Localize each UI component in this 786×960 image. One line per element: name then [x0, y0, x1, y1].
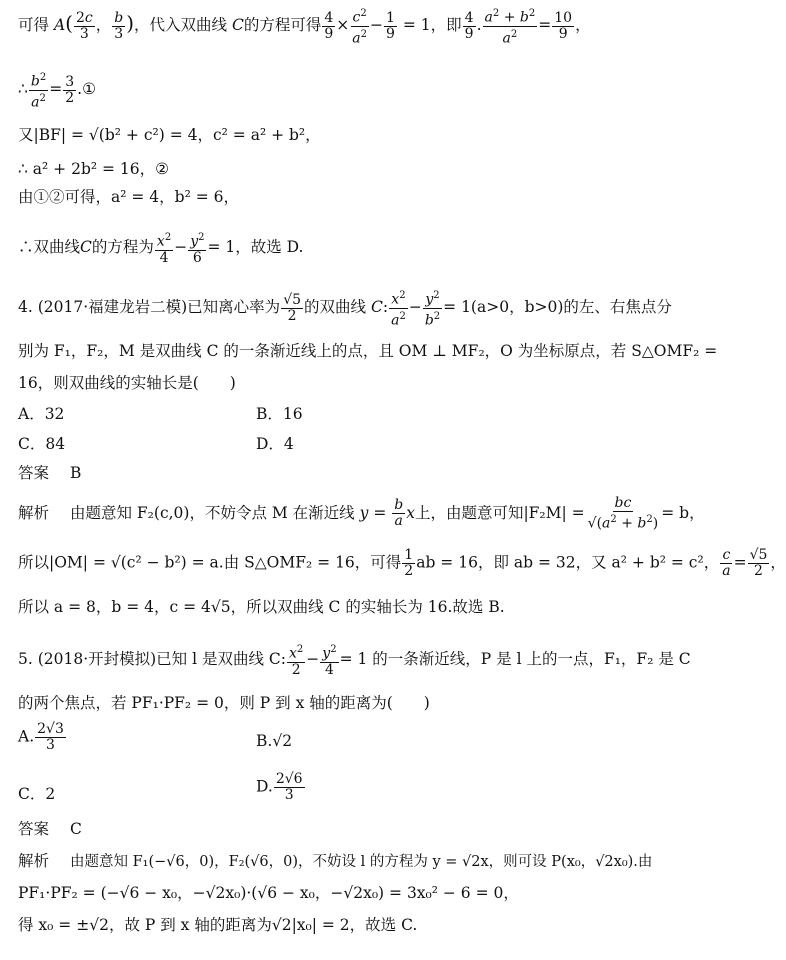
- solution-line-3: 又|BF| = √(b² + c²) = 4，c² = a² + b²，: [18, 126, 321, 144]
- solution-line-1: 可得 A( $\frac{2c}{3}$ ， $\frac{b}{3}$ )，代入双曲线 C的方程可得 $\frac{4}{9}$ × $\frac{c^2}{a^2}$ − $\frac{1}{9}$ = 1，即 $\frac{4}{9}$ . $\frac{a^2 + b^2}{a^2}$ = $\frac{10}{9}$ ，: [18, 8, 591, 47]
- text: = 1，即: [402, 16, 462, 35]
- question-5-stem: 5. (2018·开封模拟)已知 l 是双曲线 C: $\frac{x^2}{2}$ − $\frac{y^2}{4}$ = 1 的一条渐近线，P 是 l 上的一点，F₁，F₂ 是 C: [18, 644, 691, 678]
- text: 5. (2018·开封模拟)已知 l 是双曲线 C:: [18, 649, 287, 668]
- text: 由题意知 F₁(−√6，0)，F₂(√6，0)，不妨设 l 的方程为 y = √2x，则可设 P(x₀，√2x₀).由: [70, 854, 653, 870]
- question-4-line-3: 16，则双曲线的实轴长是( ): [18, 374, 236, 392]
- text: ①: [82, 80, 96, 99]
- text: ，代入双曲线: [134, 16, 228, 35]
- text: 的方程可得: [243, 16, 322, 35]
- q4-option-a: A．32: [18, 405, 65, 423]
- question-4-stem: 4. (2017·福建龙岩二模)已知离心率为 $\frac{√5}{2}$ 的双曲线 C: $\frac{x^2}{a^2}$ − $\frac{y^2}{b^2}$ = 1(a>0，b>0)的左、右焦点分: [18, 290, 672, 329]
- text: = 1(a>0，b>0)的左、右焦点分: [443, 298, 672, 317]
- text: = 1 的一条渐近线，P 是 l 上的一点，F₁，F₂ 是 C: [339, 649, 691, 668]
- q4-option-b: B．16: [256, 405, 303, 423]
- text: ∴双曲线: [18, 237, 81, 256]
- analysis-label: 解析: [18, 503, 50, 522]
- text: 4. (2017·福建龙岩二模)已知离心率为: [18, 298, 281, 317]
- question-5-line-2: 的两个焦点，若 PF₁·PF₂ = 0，则 P 到 x 轴的距离为( ): [18, 694, 430, 712]
- text: ab = 16，即 ab = 32，又 a² + b² = c²，: [416, 553, 720, 572]
- text: 上，由题意可知|F₂M| =: [414, 503, 585, 522]
- answer-label: 答案: [18, 820, 50, 838]
- solution-line-5: 由①②可得，a² = 4，b² = 6，: [18, 188, 239, 206]
- q4-answer: [18, 462, 626, 484]
- answer-value: C: [70, 820, 82, 838]
- text: 所以|OM| = √(c² − b²) = a.由 S△OMF₂ = 16，可得: [18, 553, 402, 572]
- solution-line-4: ∴ a² + 2b² = 16，②: [18, 160, 170, 178]
- q5-option-b: B.√2: [256, 732, 293, 750]
- q5-analysis-line-3: 得 x₀ = ±√2，故 P 到 x 轴的距离为√2|x₀| = 2，故选 C.: [18, 916, 418, 934]
- q5-option-a: A. $\frac{2√3}{3}$: [18, 721, 64, 753]
- q5-option-c: C．2: [18, 785, 56, 803]
- q4-analysis-line-1: 解析 由题意知 F₂(c,0)，不妨令点 M 在渐近线 y = $\frac{b}{a}$ x上，由题意可知|F₂M| = $\frac{bc}{√(a^2 + b^2)}$ = b，: [18, 495, 705, 532]
- q4-analysis-line-3: 所以 a = 8，b = 4，c = 4√5，所以双曲线 C 的实轴长为 16.故选 B.: [18, 598, 505, 616]
- text: = 1，故选 D.: [207, 237, 304, 256]
- solution-line-6: ∴双曲线C的方程为 $\frac{x^2}{4}$ − $\frac{y^2}{6}$ = 1，故选 D.: [18, 232, 304, 266]
- q5-answer: [18, 818, 626, 840]
- q4-option-c: C．84: [18, 435, 66, 453]
- text: ，: [770, 553, 786, 572]
- text: ，: [575, 16, 591, 35]
- text: D.: [256, 777, 273, 796]
- solution-line-2: ∴ $\frac{b^2}{a^2}$ = $\frac{3}{2}$ .①: [18, 72, 96, 111]
- q5-analysis-line-2: PF₁·PF₂ = (−√6 − x₀，−√2x₀)·(√6 − x₀，−√2x₀) = 3x₀² − 6 = 0，: [18, 884, 519, 902]
- text: 可得: [18, 16, 50, 35]
- q4-analysis-line-2: 所以|OM| = √(c² − b²) = a.由 S△OMF₂ = 16，可得 $\frac{1}{2}$ ab = 16，即 ab = 32，又 a² + b² = c²， $\frac{c}{a}$ = $\frac{√5}{2}$ ，: [18, 547, 786, 579]
- text: 的方程为: [91, 237, 154, 256]
- q4-option-d: D．4: [256, 435, 294, 453]
- text: 的双曲线: [304, 298, 367, 317]
- q5-analysis-line-1: [18, 850, 653, 873]
- text: A.: [18, 727, 35, 746]
- answer-label: 答案: [18, 464, 50, 482]
- answer-value: B: [70, 464, 82, 482]
- analysis-label: 解析: [18, 852, 50, 870]
- question-4-line-2: 别为 F₁，F₂，M 是双曲线 C 的一条渐近线上的点，且 OM ⊥ MF₂，O 为坐标原点，若 S△OMF₂ =: [18, 342, 718, 360]
- q5-option-d: D. $\frac{2√6}{3}$: [256, 771, 303, 803]
- text: 由题意知 F₂(c,0)，不妨令点 M 在渐近线: [70, 503, 355, 522]
- text: = b，: [661, 503, 705, 522]
